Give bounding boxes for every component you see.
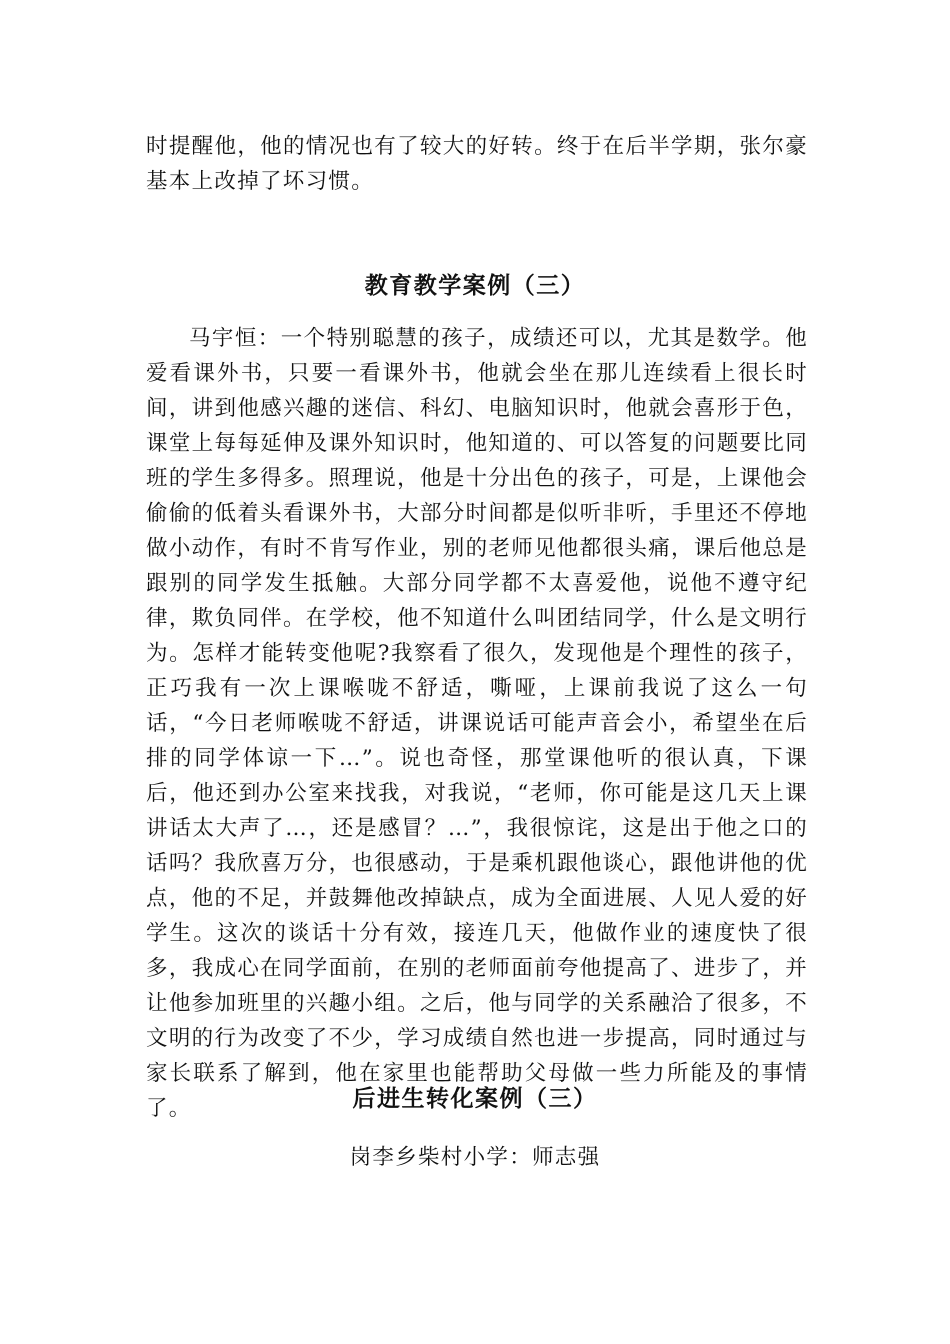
continuation-paragraph: 时提醒他，他的情况也有了较大的好转。终于在后半学期，张尔豪基本上改掉了坏习惯。 xyxy=(146,134,808,194)
section-title-education-case: 教育教学案例（三） xyxy=(364,272,586,299)
section-title-student-transformation-case: 后进生转化案例（三） xyxy=(352,1085,598,1112)
case-body-paragraph: 马宇恒：一个特别聪慧的孩子，成绩还可以，尤其是数学。他爱看课外书，只要一看课外书，他就会坐在那儿连续看上很长时间，讲到他感兴趣的迷信、科幻、电脑知识时，他就会喜形于色，课堂上每每延伸及课外知识时，他知道的、可以答复的问题要比同班的学生多得多。照理说，他是十分出色的孩子，可是，上课他会偷偷的低着头看课外书，大部分时间都是似听非听，手里还不停地做小动作，有时不肯写作业，别的老师见他都很头痛，课后他总是跟别的同学发生抵触。大部分同学都不太喜爱他，说他不遵守纪律，欺负同伴。在学校，他不知道什么叫团结同学，什么是文明行为。怎样才能转变他呢?我察看了很久，发现他是个理性的孩子，正巧我有一次上课喉咙不舒适，嘶哑，上课前我说了这么一句话，“今日老师喉咙不舒适，讲课说话可能声音会小，希望坐在后排的同学体谅一下…”。说也奇怪，那堂课他听的很认真，下课后，他还到办公室来找我，对我说，“老师，你可能是这几天上课讲话太大声了…，还是感冒？…”，我很惊诧，这是出于他之口的话吗？我欣喜万分，也很感动，于是乘机跟他谈心，跟他讲他的优点，他的不足，并鼓舞他改掉缺点，成为全面进展、人见人爱的好学生。这次的谈话十分有效，接连几天，他做作业的速度快了很多，我成心在同学面前，在别的老师面前夸他提高了、进步了，并让他参加班里的兴趣小组。之后，他与同学的关系融洽了很多，不文明的行为改变了不少，学习成绩自然也进一步提高，同时通过与家长联系了解到，他在家里也能帮助父母做一些力所能及的事情了。 xyxy=(146,326,808,1121)
author-byline: 岗李乡柴村小学：师志强 xyxy=(349,1145,601,1170)
